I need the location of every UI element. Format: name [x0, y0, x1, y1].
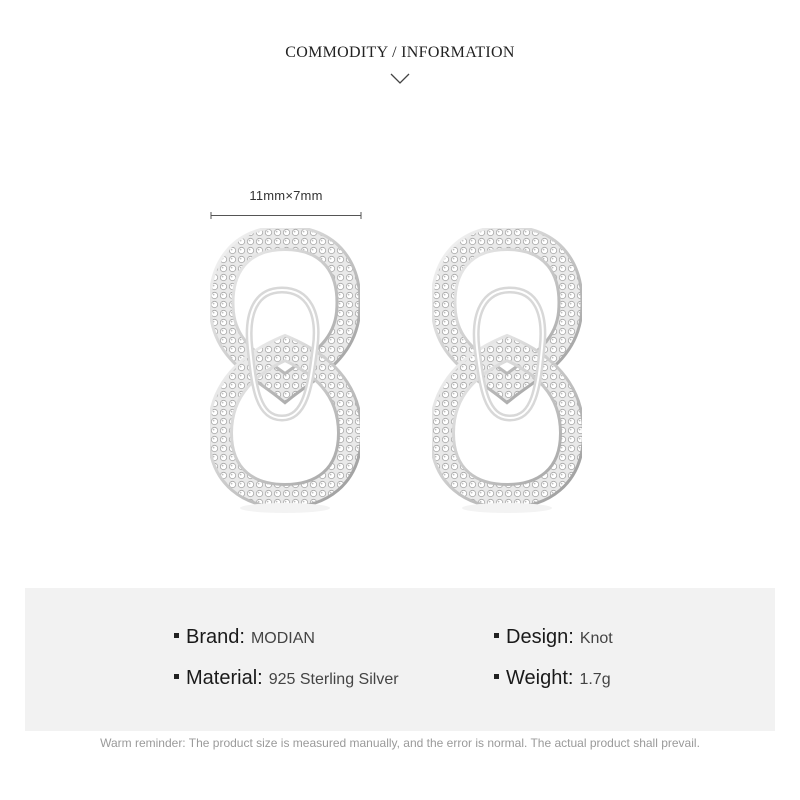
spec-weight-label: Weight:: [506, 667, 574, 689]
spec-brand-label: Brand:: [186, 626, 245, 648]
dimension-line: [210, 212, 362, 219]
section-title: COMMODITY / INFORMATION: [285, 44, 515, 61]
earring-left-image: [210, 228, 360, 518]
spec-weight-value: 1.7g: [579, 671, 611, 688]
spec-material-label: Material:: [186, 667, 263, 689]
earring-right-image: [432, 228, 582, 518]
chevron-down-icon: [390, 72, 410, 86]
bullet-icon: [174, 633, 179, 638]
bullet-icon: [494, 674, 499, 679]
bullet-icon: [174, 674, 179, 679]
specs-panel: [25, 588, 775, 731]
spec-material-value: 925 Sterling Silver: [268, 671, 399, 688]
spec-design-value: Knot: [579, 630, 613, 647]
spec-design: [494, 626, 613, 649]
spec-design-label: Design:: [506, 626, 574, 648]
spec-brand: [174, 626, 315, 649]
warm-reminder-note: Warm reminder: The product size is measured manually, and the error is normal. The actual product shall prevail.: [100, 736, 700, 750]
spec-weight: [494, 667, 611, 690]
dimension-label: 11mm×7mm: [249, 188, 323, 203]
bullet-icon: [494, 633, 499, 638]
spec-brand-value: MODIAN: [250, 630, 315, 647]
spec-material: [174, 667, 399, 690]
dimension-indicator: [210, 186, 362, 220]
